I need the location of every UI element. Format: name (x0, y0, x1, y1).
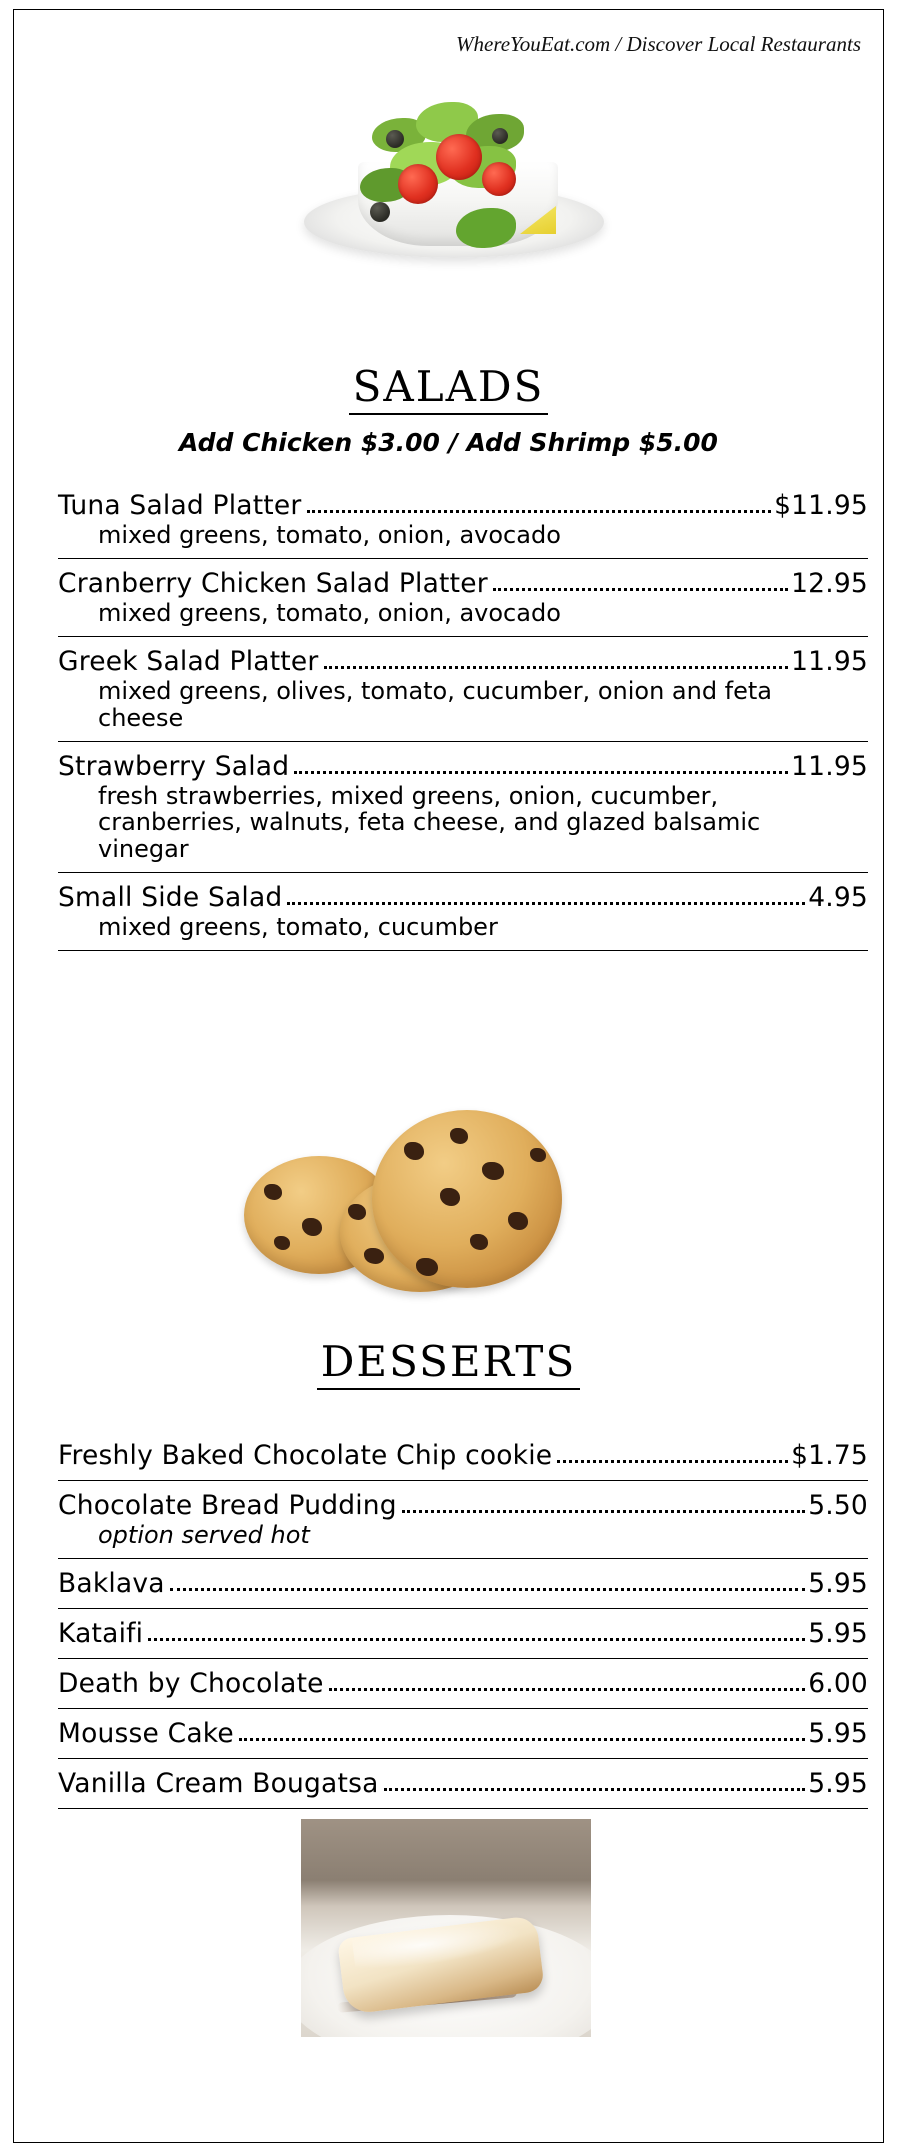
item-description: option served hot (98, 1521, 310, 1549)
chocolate-chip (482, 1162, 504, 1180)
item-divider (58, 1480, 868, 1481)
item-divider (58, 1558, 868, 1559)
menu-item (58, 1768, 868, 1799)
desserts-heading-text: DESSERTS (317, 1337, 580, 1390)
dot-leader (239, 1737, 805, 1741)
desserts-heading (14, 1337, 883, 1390)
watermark-text: WhereYouEat.com / Discover Local Restaurants (456, 32, 861, 56)
item-name: Mousse Cake (58, 1717, 234, 1749)
item-name: Vanilla Cream Bougatsa (58, 1767, 379, 1799)
dot-leader (324, 665, 789, 669)
item-price: 5.95 (808, 1717, 868, 1749)
menu-sheet (13, 9, 884, 2143)
olive (370, 202, 390, 222)
item-description: fresh strawberries, mixed greens, onion, cucumber, cranberries, walnuts, feta cheese, and glazed balsamic vinegar (98, 781, 761, 864)
item-price: 12.95 (791, 567, 868, 599)
item-divider (58, 872, 868, 873)
item-name: Baklava (58, 1567, 165, 1599)
salad-photo (286, 76, 626, 288)
tomato-slice (436, 134, 482, 180)
salads-addons-text: Add Chicken $3.00 / Add Shrimp $5.00 (179, 428, 718, 457)
salads-item-list (58, 490, 868, 960)
chocolate-chip (440, 1188, 460, 1206)
chocolate-chip (404, 1142, 424, 1160)
desserts-item-list (58, 1440, 868, 1818)
item-divider (58, 950, 868, 951)
chocolate-chip (416, 1258, 438, 1276)
item-price: 5.50 (808, 1490, 868, 1521)
chocolate-chip (264, 1184, 282, 1200)
dot-leader (294, 770, 788, 774)
chocolate-chip (508, 1212, 528, 1230)
chocolate-chip (348, 1204, 366, 1220)
item-price: $11.95 (774, 490, 868, 521)
item-price: 11.95 (791, 750, 868, 782)
menu-item (58, 1618, 868, 1649)
chocolate-chip (274, 1236, 290, 1250)
menu-item (58, 1718, 868, 1749)
item-divider (58, 741, 868, 742)
item-price: 11.95 (791, 645, 868, 677)
item-name: Small Side Salad (58, 882, 283, 914)
dot-leader (148, 1637, 805, 1641)
menu-item (58, 490, 868, 549)
dot-leader (402, 1509, 805, 1513)
cookies-photo (244, 1108, 664, 1308)
item-price: 5.95 (808, 1767, 868, 1799)
chocolate-chip (364, 1248, 384, 1264)
item-name: Strawberry Salad (58, 750, 290, 782)
item-name: Kataifi (58, 1617, 144, 1649)
item-name: Chocolate Bread Pudding (58, 1490, 397, 1521)
item-price: 6.00 (808, 1667, 868, 1699)
item-price: 5.95 (808, 1617, 868, 1649)
item-divider (58, 1808, 868, 1809)
menu-item (58, 1490, 868, 1549)
olive (386, 130, 404, 148)
item-divider (58, 558, 868, 559)
dot-leader (329, 1687, 806, 1691)
item-divider (58, 1658, 868, 1659)
item-name: Freshly Baked Chocolate Chip cookie (58, 1440, 553, 1471)
tomato-slice (398, 164, 438, 204)
salads-heading-text: SALADS (349, 362, 549, 415)
tomato-slice (482, 162, 516, 196)
item-name: Greek Salad Platter (58, 645, 319, 677)
dot-leader (170, 1587, 805, 1591)
dot-leader (384, 1787, 806, 1791)
dot-leader (287, 901, 805, 905)
menu-item (58, 1668, 868, 1699)
menu-item (58, 1440, 868, 1471)
item-divider (58, 1708, 868, 1709)
item-price: $1.75 (791, 1440, 868, 1471)
dot-leader (307, 509, 772, 513)
item-description: mixed greens, tomato, cucumber (98, 913, 498, 942)
item-price: 5.95 (808, 1567, 868, 1599)
chocolate-chip (302, 1218, 322, 1236)
chocolate-chip (530, 1148, 546, 1162)
item-price: 4.95 (808, 882, 868, 914)
item-description: mixed greens, tomato, onion, avocado (98, 598, 561, 627)
item-name: Cranberry Chicken Salad Platter (58, 567, 488, 599)
item-divider (58, 1608, 868, 1609)
item-description: mixed greens, olives, tomato, cucumber, onion and feta cheese (98, 676, 773, 732)
item-divider (58, 636, 868, 637)
menu-item (58, 882, 868, 941)
menu-item (58, 646, 868, 732)
chocolate-chip (450, 1128, 468, 1144)
item-name: Tuna Salad Platter (58, 490, 302, 521)
menu-item (58, 1568, 868, 1599)
salads-heading (14, 362, 883, 415)
dot-leader (557, 1459, 788, 1463)
menu-item (58, 751, 868, 864)
menu-item (58, 568, 868, 627)
olive (492, 128, 508, 144)
dot-leader (493, 587, 788, 591)
item-description: mixed greens, tomato, onion, avocado (98, 521, 561, 549)
item-divider (58, 1758, 868, 1759)
bougatsa-photo (301, 1819, 591, 2037)
chocolate-chip (470, 1234, 488, 1250)
item-name: Death by Chocolate (58, 1667, 324, 1699)
